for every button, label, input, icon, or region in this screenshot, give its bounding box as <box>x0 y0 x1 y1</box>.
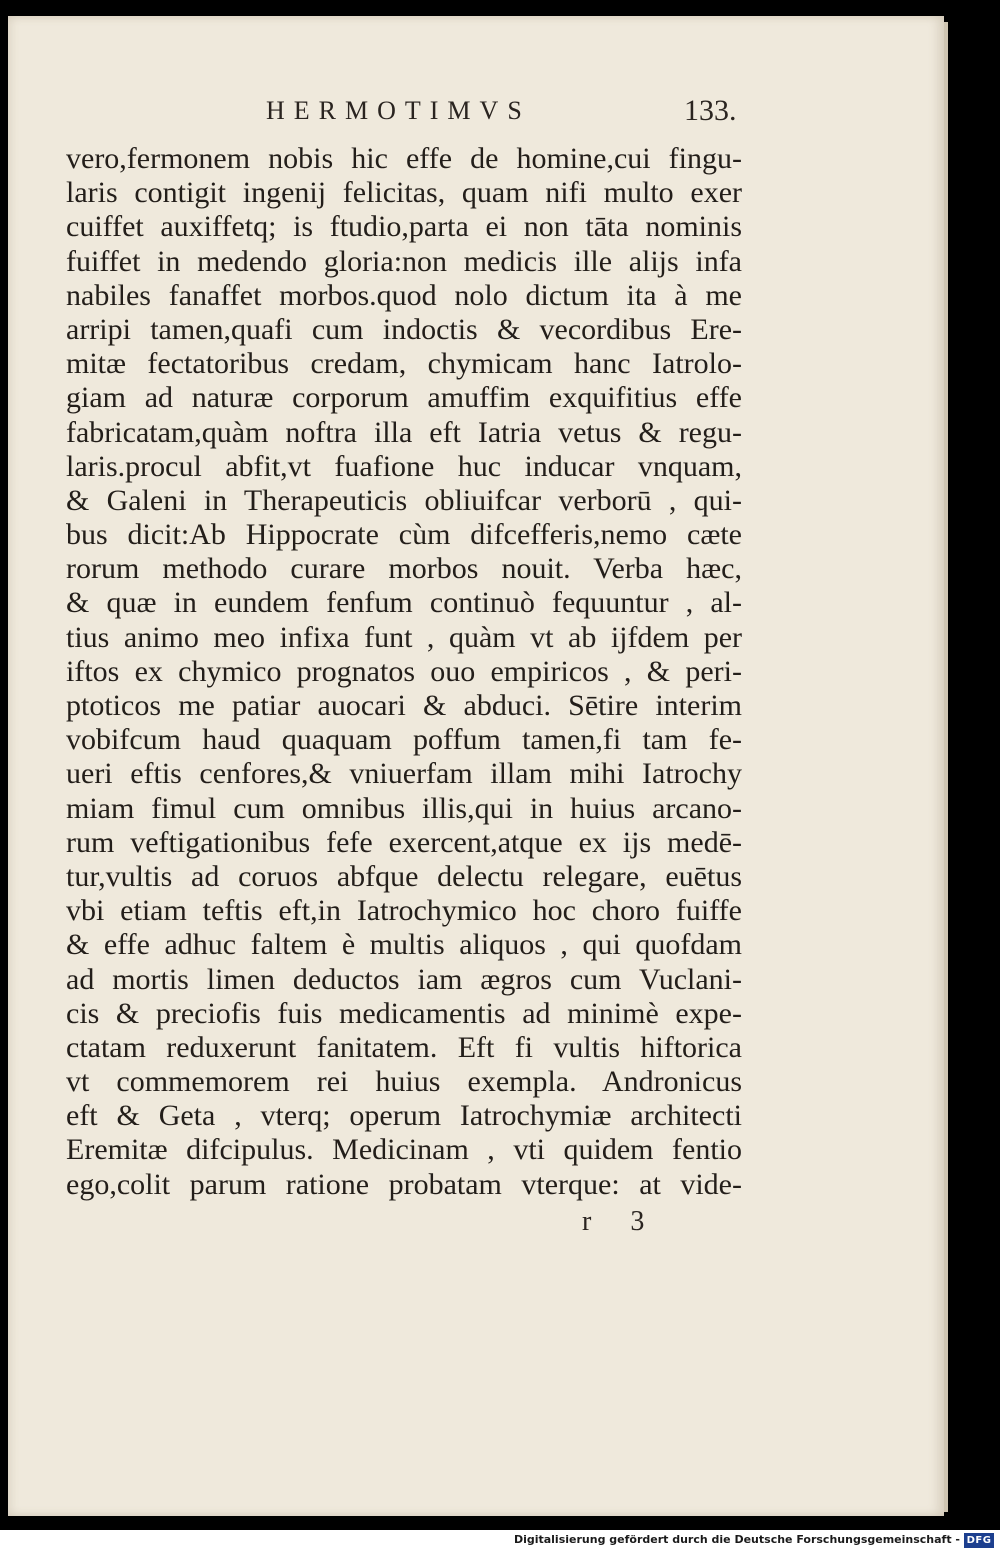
footer-credit: Digitalisierung gefördert durch die Deutsche Forschungsgemeinschaft - <box>513 1533 960 1546</box>
text-line: Eremitæ difcipulus. Medicinam , vti quidem fentio <box>66 1133 742 1167</box>
text-line: laris.procul abfit,vt fuafione huc inducar vnquam, <box>66 449 742 483</box>
page-edge <box>944 22 948 1512</box>
text-line: ptoticos me patiar auocari & abduci. Sētire interim <box>66 689 742 722</box>
text-line: ueri eftis cenfores,& vniuerfam illam mihi Iatrochy <box>66 757 742 791</box>
text-line: iftos ex chymico prognatos ouo empiricos , & peri- <box>66 654 742 688</box>
running-head: HERMOTIMVS <box>266 96 531 125</box>
text-line: & quæ in eundem fenfum continuò fequuntur , al- <box>66 586 742 620</box>
body-text <box>66 142 742 1202</box>
text-line: ad mortis limen deductos iam ægros cum Vuclani- <box>66 962 742 996</box>
text-line: vero,fermonem nobis hic effe de homine,cui fingu- <box>66 142 742 175</box>
text-line: arripi tamen,quafi cum indoctis & vecordibus Ere- <box>66 312 742 346</box>
text-line: mitæ fectatoribus credam, chymicam hanc Iatrolo- <box>66 347 742 381</box>
text-line: ego,colit parum ratione probatam vterque: at vide- <box>66 1167 742 1201</box>
text-line: bus dicit:Ab Hippocrate cùm difcefferis,nemo cæte <box>66 518 742 552</box>
text-line: nabiles fanaffet morbos.quod nolo dictum ita à me <box>66 278 742 312</box>
text-line: tius animo meo infixa funt , quàm vt ab ijfdem per <box>66 620 742 654</box>
text-line: ctatam reduxerunt fanitatem. Eft fi vultis hiftorica <box>66 1030 742 1064</box>
text-line: cis & preciofis fuis medicamentis ad minimè expe- <box>66 996 742 1030</box>
text-line: laris contigit ingenij felicitas, quam nifi multo exer <box>66 176 742 210</box>
text-line: rorum methodo curare morbos nouit. Verba hæc, <box>66 552 742 586</box>
text-line: & effe adhuc faltem è multis aliquos , qui quofdam <box>66 928 742 962</box>
text-line: miam fimul cum omnibus illis,qui in huius arcano- <box>66 791 742 825</box>
book-page <box>8 16 944 1516</box>
page-number: 133. <box>684 94 737 127</box>
text-line: cuiffet auxiffetq; is ftudio,parta ei non tāta nominis <box>66 210 742 244</box>
text-line: fuiffet in medendo gloria:non medicis ille alijs infa <box>66 244 742 278</box>
text-line: & Galeni in Therapeuticis obliuifcar verborū , qui- <box>66 483 742 517</box>
dfg-logo-icon: DFG <box>964 1533 994 1548</box>
footer-bar <box>0 1530 1000 1552</box>
text-line: vbi etiam teftis eft,in Iatrochymico hoc choro fuiffe <box>66 894 742 928</box>
text-line: vt commemorem rei huius exempla. Andronicus <box>66 1065 742 1099</box>
text-line: tur,vultis ad coruos abfque delectu relegare, euētus <box>66 859 742 893</box>
signature-mark: r 3 <box>582 1206 661 1237</box>
text-line: fabricatam,quàm noftra illa eft Iatria vetus & regu- <box>66 415 742 449</box>
text-line: giam ad naturæ corporum amuffim exquifitius effe <box>66 381 742 415</box>
text-line: rum veftigationibus fefe exercent,atque ex ijs medē- <box>66 825 742 859</box>
text-line: eft & Geta , vterq; operum Iatrochymiæ architecti <box>66 1099 742 1133</box>
text-line: vobifcum haud quaquam poffum tamen,fi tam fe- <box>66 723 742 757</box>
